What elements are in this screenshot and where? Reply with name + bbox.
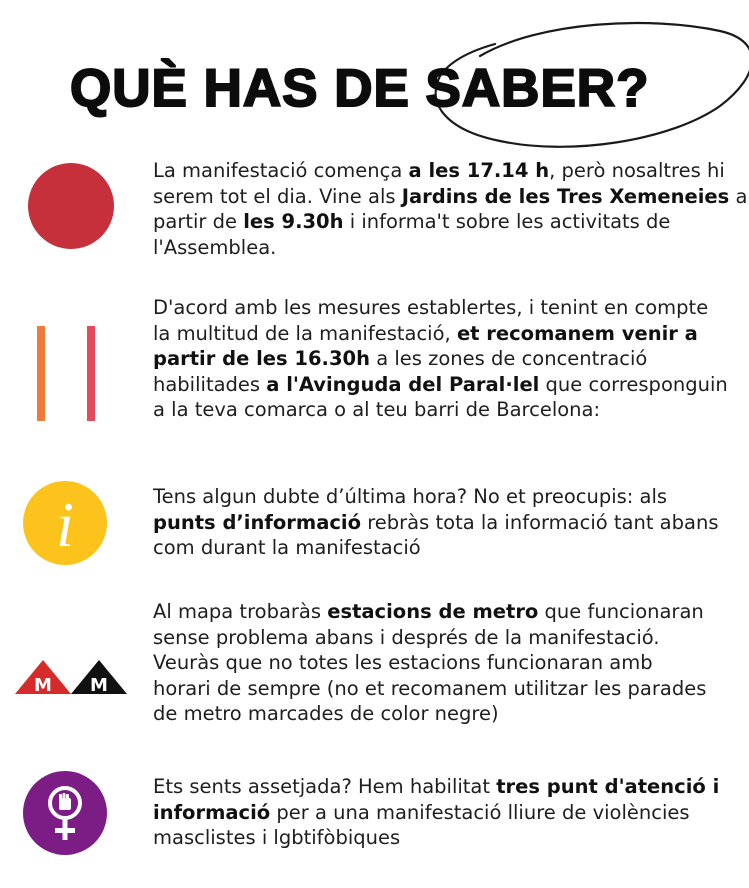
page-title: QUÈ HAS DE SABER? (70, 59, 650, 118)
text-run: serem tot el dia. Vine als (153, 184, 402, 208)
text-line (153, 235, 736, 261)
text-run: que corresponguin (539, 372, 728, 396)
text-run: La manifestació comença (153, 159, 409, 182)
section-info-points-text (153, 484, 736, 561)
text-run: a les zones de concentració (370, 347, 648, 370)
text-run: horari de sempre (no et recomanem utilitzar les parades (153, 676, 707, 700)
text-line (153, 484, 736, 510)
svg-text:i: i (56, 489, 74, 560)
text-run: masclistes i lgbtifòbiques (153, 826, 401, 849)
bold-text: punts d’informació (153, 510, 361, 534)
section-metro-text (153, 599, 736, 727)
red-dot-icon (27, 162, 115, 250)
text-line (153, 295, 736, 321)
text-run: a (729, 184, 748, 208)
info-icon (22, 480, 108, 566)
text-run: que funcionaran (538, 600, 704, 623)
bold-text: Jardins de les Tres Xemeneies (401, 184, 730, 208)
text-line (153, 800, 736, 826)
metro-black-icon (70, 659, 128, 695)
text-line (153, 701, 736, 727)
bold-text: a l'Avinguda del Paral·lel (266, 372, 540, 396)
text-run: rebràs tota la informació tant abans (361, 510, 719, 534)
text-run: partir de (153, 210, 244, 233)
bold-text: les 9.30h (243, 210, 344, 233)
text-line (153, 825, 736, 851)
text-run: a la teva comarca o al teu barri de Barcelona: (153, 398, 601, 421)
text-line (153, 599, 736, 625)
bold-text: et recomanem venir a (456, 321, 698, 345)
text-run: Tens algun dubte d’última hora? No et preocupis: als (153, 485, 668, 508)
text-run: Ets sents assetjada? Hem habilitat (153, 775, 497, 798)
text-run: , però nosaltres hi (549, 159, 725, 182)
text-run: la multitud de la manifestació, (153, 321, 457, 345)
text-line (153, 184, 748, 210)
double-bar-icon (35, 326, 99, 421)
text-run: D'acord amb les mesures establertes, i tenint en compte (153, 296, 709, 319)
bold-text: informació (153, 800, 271, 824)
section-arrival-text (153, 295, 736, 423)
text-line (153, 625, 736, 651)
svg-text:M: M (90, 675, 108, 695)
text-line (153, 774, 736, 800)
feminist-symbol-icon (22, 770, 108, 856)
text-line (153, 372, 736, 398)
text-run: Veuràs que no totes les estacions funcionaran amb (153, 651, 653, 674)
page-title-block (70, 48, 710, 128)
bold-text: estacions de metro (327, 600, 539, 623)
section-assistance-text (153, 774, 736, 851)
text-line (153, 321, 736, 347)
text-line (153, 397, 736, 423)
bold-text: a les 17.14 h (408, 159, 550, 182)
bold-text: partir de les 16.30h (153, 347, 370, 370)
text-line (153, 346, 736, 372)
text-line (153, 650, 736, 676)
text-run: per a una manifestació lliure de violències (270, 800, 690, 824)
text-line (153, 209, 736, 235)
text-run: com durant la manifestació (153, 536, 421, 559)
text-run: Al mapa trobaràs (153, 600, 328, 623)
svg-text:M: M (34, 675, 52, 695)
text-run: habilitades (153, 372, 267, 396)
bold-text: tres punt d'atenció i (496, 775, 720, 798)
text-line (153, 158, 736, 184)
section-schedule-text (153, 158, 748, 260)
text-line (153, 510, 736, 536)
text-line (153, 676, 736, 702)
text-run: l'Assemblea. (153, 235, 277, 259)
text-run: de metro marcades de color negre) (153, 702, 499, 725)
text-run: sense problema abans i després de la manifestació. (153, 625, 660, 649)
metro-red-icon (14, 659, 72, 695)
text-line (153, 535, 736, 561)
text-run: i informa't sobre les activitats de (343, 210, 671, 233)
